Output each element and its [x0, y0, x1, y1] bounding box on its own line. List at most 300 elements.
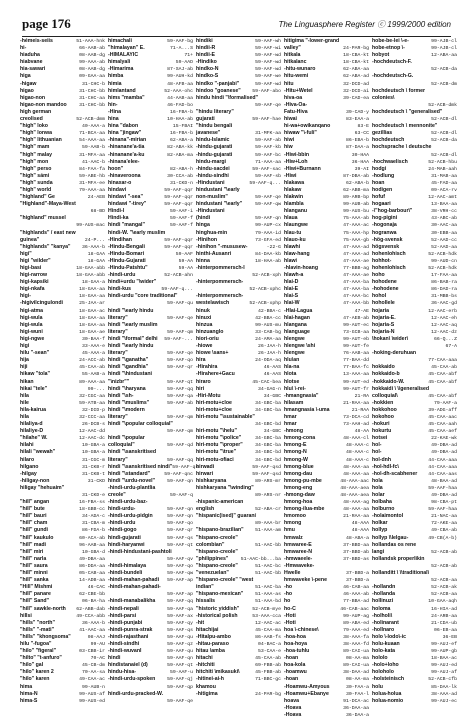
entry-code: 59-AAF-wd	[255, 67, 281, 73]
entry-code: 59-AAF-hae	[252, 117, 281, 123]
entry-headword: hiwaw "\-fuli"	[284, 130, 317, 137]
index-entry	[372, 144, 457, 151]
entry-headword: hikan	[20, 378, 34, 385]
entry-headword: hila-kairua	[20, 406, 46, 413]
entry-code: 59-AAF-qqr	[164, 237, 193, 243]
index-entry	[20, 201, 105, 208]
index-entry	[196, 244, 281, 251]
index-entry	[284, 542, 369, 549]
entry-headword: hojaria-S	[372, 321, 395, 328]
entry-headword: hla-na	[284, 364, 300, 371]
entry-headword: creolised	[20, 116, 43, 123]
entry-headword: hindi "\sanskritised	[108, 449, 157, 456]
index-entry	[108, 563, 193, 570]
index-entry	[284, 520, 369, 527]
entry-code: 59-AAF-qe	[167, 351, 193, 357]
entry-code: 10-GBA-a	[81, 450, 105, 456]
index-entry	[196, 152, 281, 159]
index-entry	[284, 442, 369, 449]
entry-code: 51-AAC-ba	[255, 585, 281, 591]
entry-code: 49-DBA-ad	[431, 450, 457, 456]
index-entry	[196, 499, 281, 506]
entry-code: 59-AAF	[175, 251, 193, 257]
entry-headword: hohodene	[372, 279, 397, 286]
entry-headword: hindi "\popular colloquial"	[108, 421, 173, 428]
entry-headword: -hmangnasia"	[284, 392, 319, 399]
entry-headword: english	[196, 506, 215, 513]
index-entry	[196, 627, 281, 634]
entry-code: 52-ACB-dl	[431, 152, 457, 158]
entry-headword: hindi "mangal"	[108, 222, 145, 229]
entry-code: 86-AAB-fs	[255, 634, 281, 640]
index-entry	[196, 457, 281, 464]
entry-headword: -hogonaja	[372, 222, 397, 229]
entry-code: 59-AAF-q	[169, 493, 193, 498]
entry-headword: -hiowe	[196, 343, 213, 350]
index-entry	[108, 435, 193, 442]
entry-headword: -hindi-nepali	[108, 605, 139, 612]
entry-headword: higao	[20, 87, 34, 94]
entry-headword: hlakawa	[284, 179, 305, 186]
entry-headword: hmwaree-N	[284, 548, 312, 555]
entry-code: 59-AAF-ab	[255, 138, 281, 144]
entry-headword: colombian"	[196, 541, 225, 548]
index-entry	[108, 144, 193, 151]
entry-code: 18-GAA-aa	[79, 287, 105, 293]
entry-code: 59-AAF-qm	[167, 429, 193, 435]
index-entry	[372, 166, 457, 173]
index-entry	[20, 620, 105, 627]
entry-code: 99-AUS-ed	[79, 698, 105, 704]
entry-headword: hima-N	[20, 690, 38, 697]
entry-headword: hiji	[20, 364, 28, 371]
entry-headword: hmong-E	[284, 442, 307, 449]
index-entry	[284, 485, 369, 492]
index-entry	[108, 59, 193, 66]
entry-code: 13-BAA-aa	[431, 202, 457, 208]
entry-headword: hina "jingaw"	[108, 130, 142, 137]
index-entry	[20, 286, 105, 293]
index-entry	[196, 308, 281, 315]
index-entry	[20, 251, 105, 258]
entry-headword: hindi-W. "\early muslim	[108, 229, 166, 236]
entry-headword: -HIMALAYIC	[108, 52, 139, 59]
entry-code: 52-ACB-da	[431, 138, 457, 144]
entry-headword: -hoa-hoa	[284, 633, 306, 640]
entry-headword: hindi "\standard"	[108, 470, 151, 477]
index-entry	[372, 357, 457, 364]
index-entry	[372, 81, 457, 88]
index-entry	[372, 542, 457, 549]
entry-code: 18-GAA-abb	[76, 266, 105, 271]
index-entry	[108, 88, 193, 95]
entry-code: 68-BD	[90, 209, 105, 215]
entry-headword: hokurtu	[372, 428, 392, 435]
index-entry	[372, 485, 457, 492]
entry-code: 37-BBD-a	[345, 571, 369, 577]
entry-headword: -Hoamwu-Amyous	[284, 683, 330, 690]
entry-code: 47-AAA-ba	[343, 287, 369, 293]
entry-code: 52-AAD-aa	[431, 244, 457, 250]
entry-code: 45-FAD-aa	[431, 180, 457, 186]
index-entry	[108, 73, 193, 80]
index-entry	[20, 471, 105, 478]
index-entry	[284, 293, 369, 300]
entry-headword: hollandsk properlikin	[372, 555, 425, 562]
index-entry	[108, 449, 193, 456]
entry-headword: -hinaveroona	[108, 172, 141, 179]
index-entry	[196, 400, 281, 407]
entry-headword: hlai-E	[284, 286, 299, 293]
entry-headword: hmong	[284, 520, 302, 527]
index-entry	[284, 492, 369, 499]
index-entry	[20, 379, 105, 386]
index-entry	[20, 258, 105, 265]
entry-headword: "hindu bengali	[196, 123, 233, 130]
entry-code: 45-CAA-abf	[428, 372, 457, 378]
entry-code: 99-AUB-n	[81, 684, 105, 690]
entry-headword: -hoan	[284, 676, 299, 683]
entry-headword: -holsteinisch	[372, 676, 404, 683]
entry-code: 87-SAJ-ab	[167, 67, 193, 73]
index-entry	[284, 137, 369, 144]
entry-code: 59-AAF-qu	[167, 634, 193, 640]
index-entry	[284, 513, 369, 520]
index-entry	[372, 272, 457, 279]
index-entry	[284, 379, 369, 386]
entry-headword: -hindi-bundeli	[108, 570, 143, 577]
entry-headword: -hlavin-hoang	[284, 265, 319, 271]
entry-headword: holoma	[372, 605, 391, 612]
index-entry	[284, 676, 369, 683]
entry-code: 59-ABE-hb	[79, 173, 105, 179]
index-entry	[196, 655, 281, 662]
index-entry	[20, 400, 105, 407]
entry-code: 33-CAB-bg	[255, 329, 281, 335]
index-entry	[196, 88, 281, 95]
entry-code: 48-AAA-c	[345, 443, 369, 449]
index-entry	[284, 669, 369, 676]
entry-headword: -hindi-hindustani-pashtoli	[108, 548, 172, 555]
index-entry	[108, 38, 193, 45]
entry-headword: -Hindu-Bengali	[108, 243, 145, 250]
entry-code: 82-ABA-ma	[167, 152, 193, 158]
index-entry	[20, 598, 105, 605]
entry-code: 30-BAA-f	[81, 336, 105, 342]
entry-code: 53-AAA-cca	[252, 613, 281, 619]
entry-headword: "venezuelan"	[196, 570, 229, 577]
index-entry	[284, 563, 369, 570]
index-entry	[20, 428, 105, 435]
index-entry	[372, 123, 457, 130]
entry-headword: colonies\	[372, 94, 395, 101]
entry-headword: hindi "\urdu-novel"	[108, 477, 155, 484]
entry-headword: "hispano-mexican"	[196, 591, 244, 598]
entry-code: 59-AAF-qu	[167, 301, 193, 307]
entry-code: 49-DBA-aa	[79, 556, 105, 562]
entry-headword: hobe-etnop \-	[372, 45, 405, 52]
entry-headword: hinghua-min	[196, 229, 228, 236]
entry-headword: -hinana'elee-	[108, 158, 140, 165]
entry-code: 52-ACB-dl	[431, 131, 457, 137]
entry-code: 48-AAA-ag	[343, 500, 369, 506]
index-entry	[284, 684, 369, 691]
index-entry	[372, 606, 457, 613]
entry-code: 52-ACB-xphc	[249, 287, 281, 293]
entry-headword: hiwai	[284, 116, 297, 123]
entry-code: 59-AAF-qe	[167, 315, 193, 321]
entry-headword: hima	[20, 683, 33, 690]
index-entry	[284, 386, 369, 393]
index-entry	[20, 73, 105, 80]
entry-headword: hlengwe	[284, 350, 305, 357]
entry-headword: hlanganu	[284, 208, 308, 215]
entry-headword: hile	[20, 399, 29, 406]
index-entry	[20, 457, 105, 464]
entry-code: 51-AAC-bc	[255, 563, 281, 569]
index-entry	[108, 492, 193, 499]
index-entry	[20, 237, 105, 244]
entry-code: 18-GAA	[87, 258, 105, 264]
index-entry	[20, 88, 105, 95]
index-entry	[372, 152, 457, 159]
entry-headword: hindi "\hindustani	[108, 371, 152, 378]
entry-headword: -holholi\	[372, 612, 393, 619]
entry-headword: -Hirahira	[196, 364, 218, 371]
entry-headword: hirwari	[196, 470, 214, 477]
entry-headword: "philippines"	[196, 555, 229, 562]
entry-headword: -hol-hdl-fc\	[372, 463, 399, 470]
index-entry	[284, 73, 369, 80]
entry-code: 86-EBA-b	[345, 138, 369, 144]
index-entry	[20, 386, 105, 393]
index-entry	[196, 520, 281, 527]
entry-code: 62-ABA-aa	[343, 67, 369, 73]
index-entry	[372, 66, 457, 73]
index-entry	[284, 712, 369, 719]
entry-headword: -hög-svensk	[372, 236, 403, 243]
index-entry	[372, 556, 457, 563]
index-entry	[284, 634, 369, 641]
entry-headword: hmar	[284, 413, 297, 420]
entry-headword: hlanguage	[284, 328, 310, 335]
entry-headword: -hinihon "-mususew-	[196, 243, 248, 250]
index-entry	[372, 620, 457, 627]
entry-headword: indian"	[196, 584, 214, 591]
index-entry	[372, 478, 457, 485]
entry-code: 49-CAA-ac	[79, 677, 105, 683]
entry-code: 48-BAA-ad	[431, 478, 457, 484]
index-entry	[372, 527, 457, 534]
entry-code: 12-AAC-dd	[79, 429, 105, 435]
index-entry	[284, 322, 369, 329]
entry-code: 73-GFA-ed	[255, 237, 281, 243]
index-entry	[372, 258, 457, 265]
index-entry	[20, 59, 105, 66]
index-entry	[196, 577, 281, 584]
index-entry	[108, 371, 193, 378]
entry-headword: -Hoti	[284, 612, 296, 619]
index-entry	[284, 613, 369, 620]
entry-headword: -hol-dh-scabhener	[372, 470, 418, 477]
entry-headword: -Hlai-Lagua	[284, 307, 313, 314]
entry-headword: hiva-oa	[284, 94, 303, 101]
index-entry	[20, 364, 105, 371]
index-entry	[108, 421, 193, 428]
index-entry	[196, 641, 281, 648]
index-entry	[196, 350, 281, 357]
index-entry	[284, 414, 369, 421]
entry-headword: hoa-hoya	[284, 640, 308, 647]
index-entry	[372, 286, 457, 293]
index-entry	[20, 520, 105, 527]
index-entry	[108, 130, 193, 137]
entry-code: 59-AAF-qw	[255, 202, 281, 208]
index-entry	[196, 251, 281, 258]
entry-headword: hindko "-panjabi"	[196, 80, 240, 87]
index-entry	[108, 123, 193, 130]
entry-headword: colloquial"	[108, 442, 135, 449]
entry-code: 73-DCA-cd	[343, 414, 369, 420]
entry-headword: hmong-W	[284, 456, 308, 463]
entry-code: 59-AAF-qa	[167, 606, 193, 612]
index-entry	[108, 102, 193, 109]
index-entry	[20, 613, 105, 620]
entry-headword: "himalayan" E.	[108, 45, 145, 52]
index-entry	[284, 201, 369, 208]
entry-headword: -hindi-gogo	[108, 527, 137, 534]
entry-headword: literary"	[108, 456, 128, 463]
entry-code: 18-GAA-ae	[79, 329, 105, 335]
entry-code: 14-ADB-aa	[79, 578, 105, 584]
entry-headword: hikai "tele"	[20, 385, 48, 392]
index-entry	[284, 357, 369, 364]
entry-headword: "high" sámi	[20, 172, 50, 179]
entry-code: 59-AAF-qnc	[164, 471, 193, 477]
entry-code: 99-AUT-fr	[343, 386, 369, 392]
entry-headword: higa	[20, 73, 31, 80]
entry-code: 12-AAC-erb	[428, 308, 457, 314]
entry-headword: -Hindiko	[196, 59, 217, 66]
entry-code: 52-ACB-dl	[431, 117, 457, 123]
index-entry	[20, 506, 105, 513]
entry-headword: hikaw "tola"	[20, 371, 50, 378]
entry-code: 59-AAF-qqr	[164, 195, 193, 201]
entry-code: 52-ACB-hdk	[428, 266, 457, 271]
index-entry	[372, 208, 457, 215]
entry-code: 31-CKD-n	[169, 180, 193, 186]
index-entry	[196, 166, 281, 173]
index-entry	[196, 442, 281, 449]
index-entry	[196, 144, 281, 151]
entry-headword: -holinarant	[372, 619, 399, 626]
entry-code: 08-AAB-dg	[79, 67, 105, 73]
index-entry	[108, 300, 193, 307]
entry-code: 31-CKD	[87, 478, 105, 484]
index-entry	[108, 215, 193, 222]
entry-code: 84-FAA-fa	[79, 166, 105, 172]
index-entry	[196, 492, 281, 499]
entry-headword: hishkaryana "\winding"	[196, 484, 254, 491]
entry-code: 96-AAB-aa	[79, 542, 105, 548]
index-entry	[284, 705, 369, 712]
index-entry	[108, 386, 193, 393]
index-entry	[196, 300, 281, 307]
index-entry	[196, 293, 281, 300]
index-entry	[372, 364, 457, 371]
entry-headword: -hmong-daw	[284, 492, 315, 498]
entry-headword: hmomoo	[284, 513, 306, 520]
entry-code: 47-AAA-ae	[343, 258, 369, 264]
index-entry	[196, 173, 281, 180]
entry-code: 86-BAB-ra	[431, 280, 457, 286]
entry-code: 59-AAF-sb	[255, 173, 281, 179]
entry-code: 82-ABA-kk	[167, 145, 193, 151]
entry-code: 52-ACB-dmk	[428, 102, 457, 108]
index-entry	[372, 230, 457, 237]
entry-headword: "high" lithuanian	[20, 137, 62, 144]
index-entry	[372, 109, 457, 116]
entry-code: 59-ATB-aa	[79, 400, 105, 406]
entry-code: 59-AAF-qn	[167, 507, 193, 513]
index-entry	[284, 598, 369, 605]
index-entry	[196, 73, 281, 80]
index-entry	[284, 258, 369, 265]
index-entry	[108, 400, 193, 407]
index-entry	[196, 215, 281, 222]
entry-headword: "hispano-creole"	[196, 548, 238, 555]
entry-code: 21-RAA	[351, 407, 369, 413]
index-entry	[372, 59, 457, 66]
entry-code: 24-MAB-aah	[428, 166, 457, 172]
entry-headword: hohenlohisch	[372, 250, 406, 257]
entry-headword: "hilahe" W.	[20, 435, 48, 442]
entry-headword: -hindi-wuvanl	[108, 648, 142, 655]
index-entry	[284, 45, 369, 52]
entry-code: 51-AAA-bd	[255, 599, 281, 605]
index-entry	[20, 684, 105, 691]
index-entry	[20, 669, 105, 676]
entry-code: 86-DAD-ra	[431, 287, 457, 293]
index-entry	[20, 116, 105, 123]
index-entry	[108, 66, 193, 73]
entry-headword: hodgi	[372, 165, 387, 172]
index-entry	[284, 478, 369, 485]
entry-code: 59-AAF-qq	[167, 599, 193, 605]
entry-headword: hmong-blue	[284, 463, 314, 470]
index-entry	[372, 265, 457, 272]
entry-headword: -Hinihon	[196, 236, 218, 243]
index-entry	[108, 336, 193, 343]
entry-code: 51-AAC-bb	[255, 542, 281, 548]
entry-code: 34-GBC-ba	[255, 436, 281, 442]
entry-headword: -historical polish	[196, 612, 238, 619]
entry-headword: hol-dnh	[372, 456, 392, 463]
entry-headword: -hochdeutsch-F.	[372, 59, 412, 66]
entry-code: 45-CAA-abf	[428, 379, 457, 385]
entry-code: 52-ACB-cfb	[428, 677, 457, 683]
entry-headword: hindi-urdu "core traditional"	[108, 293, 178, 300]
entry-headword: "\nizbr""	[108, 378, 130, 385]
entry-code: 18-CBA-kt	[343, 60, 369, 66]
index-entry	[284, 116, 369, 123]
entry-code: 45-CAA-aah	[428, 422, 457, 428]
entry-code: 72-AKE-aa	[431, 521, 457, 527]
entry-code: 45-CAA-ab	[79, 365, 105, 371]
entry-headword: holbaha	[372, 499, 392, 506]
entry-headword: hinzuanglo	[196, 328, 224, 335]
index-entry	[372, 187, 457, 194]
